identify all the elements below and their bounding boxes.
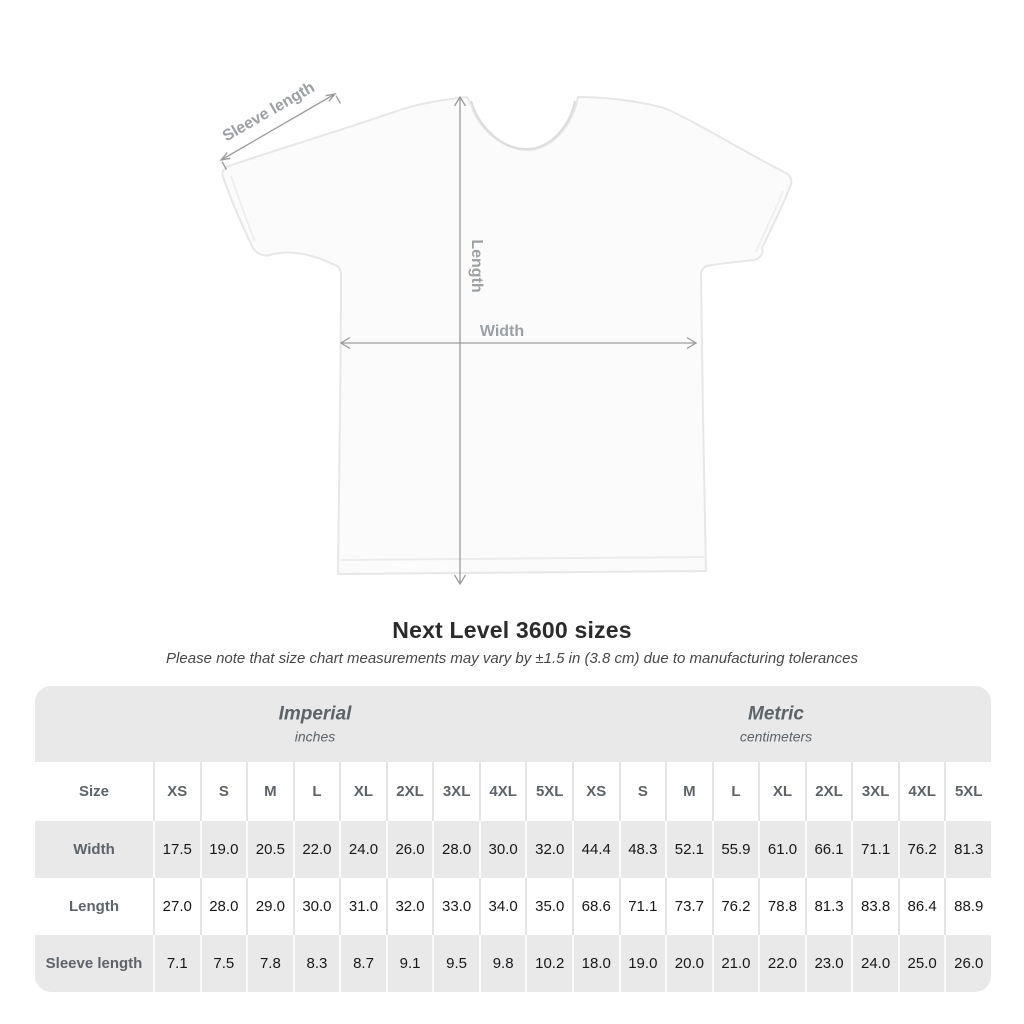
imperial-value-cell: 27.0: [153, 878, 200, 935]
imperial-value-cell: 30.0: [293, 878, 340, 935]
measurement-row-label: Width: [73, 841, 115, 858]
metric-value-cell: 76.2: [898, 821, 945, 878]
imperial-value-cell: 34.0: [479, 878, 526, 935]
imperial-unit-label: Imperial: [278, 703, 352, 725]
metric-value-cell: 86.4: [898, 878, 945, 935]
metric-value-cell: 25.0: [898, 935, 945, 992]
measurement-row: [35, 878, 991, 935]
measurement-row: [35, 821, 991, 878]
size-header-cell: Size: [78, 783, 109, 800]
size-table-card: [35, 686, 991, 992]
metric-value-cell: 20.0: [665, 935, 712, 992]
size-table-grid: [35, 762, 991, 992]
measurement-row-label: Length: [69, 898, 119, 915]
imperial-size-column-header: L: [293, 762, 340, 821]
metric-value-cell: 44.4: [572, 821, 619, 878]
imperial-value-cell: 32.0: [525, 821, 572, 878]
imperial-value-cell: 8.3: [293, 935, 340, 992]
metric-size-column-header: S: [619, 762, 666, 821]
metric-value-cell: 78.8: [758, 878, 805, 935]
metric-value-cell: 21.0: [712, 935, 759, 992]
metric-value-cell: 83.8: [851, 878, 898, 935]
imperial-value-cell: 31.0: [339, 878, 386, 935]
metric-value-cell: 23.0: [805, 935, 852, 992]
metric-size-column-header: XS: [572, 762, 619, 821]
tolerance-note: Please note that size chart measurements may vary by ±1.5 in (3.8 cm) due to manufacturing tolerances: [166, 650, 858, 667]
metric-value-cell: 76.2: [712, 878, 759, 935]
metric-unit-group: [740, 704, 812, 745]
imperial-size-column-header: 3XL: [432, 762, 479, 821]
imperial-value-cell: 22.0: [293, 821, 340, 878]
measurement-row-label: Sleeve length: [45, 955, 143, 972]
metric-value-cell: 88.9: [944, 878, 991, 935]
metric-unit-label: Metric: [748, 703, 804, 725]
metric-value-cell: 71.1: [619, 878, 666, 935]
imperial-size-column-header: XL: [339, 762, 386, 821]
metric-unit-sublabel: centimeters: [739, 728, 813, 745]
width-label: Width: [479, 323, 525, 340]
imperial-value-cell: 35.0: [525, 878, 572, 935]
imperial-value-cell: 9.8: [479, 935, 526, 992]
imperial-size-column-header: 2XL: [386, 762, 433, 821]
metric-size-column-header: XL: [758, 762, 805, 821]
metric-value-cell: 81.3: [805, 878, 852, 935]
imperial-value-cell: 8.7: [339, 935, 386, 992]
imperial-value-cell: 7.8: [246, 935, 293, 992]
imperial-value-cell: 7.1: [153, 935, 200, 992]
metric-value-cell: 18.0: [572, 935, 619, 992]
metric-value-cell: 81.3: [944, 821, 991, 878]
size-header-row: [35, 762, 991, 821]
imperial-value-cell: 19.0: [200, 821, 247, 878]
imperial-unit-sublabel: inches: [294, 728, 336, 745]
imperial-value-cell: 9.1: [386, 935, 433, 992]
metric-value-cell: 19.0: [619, 935, 666, 992]
imperial-size-column-header: 4XL: [479, 762, 526, 821]
imperial-size-column-header: 5XL: [525, 762, 572, 821]
measurement-row: [35, 935, 991, 992]
metric-size-column-header: L: [712, 762, 759, 821]
metric-size-column-header: 3XL: [851, 762, 898, 821]
metric-value-cell: 68.6: [572, 878, 619, 935]
metric-size-column-header: 5XL: [944, 762, 991, 821]
metric-size-column-header: M: [665, 762, 712, 821]
imperial-value-cell: 26.0: [386, 821, 433, 878]
metric-value-cell: 26.0: [944, 935, 991, 992]
metric-value-cell: 48.3: [619, 821, 666, 878]
metric-value-cell: 73.7: [665, 878, 712, 935]
imperial-size-column-header: S: [200, 762, 247, 821]
imperial-value-cell: 24.0: [339, 821, 386, 878]
imperial-unit-group: [279, 704, 352, 745]
units-band: [35, 686, 991, 762]
page-title: Next Level 3600 sizes: [392, 617, 632, 643]
imperial-size-column-header: XS: [153, 762, 200, 821]
imperial-value-cell: 9.5: [432, 935, 479, 992]
metric-value-cell: 55.9: [712, 821, 759, 878]
metric-value-cell: 71.1: [851, 821, 898, 878]
imperial-value-cell: 28.0: [432, 821, 479, 878]
metric-size-column-header: 4XL: [898, 762, 945, 821]
metric-value-cell: 24.0: [851, 935, 898, 992]
imperial-size-column-header: M: [246, 762, 293, 821]
length-label: Length: [468, 239, 485, 293]
imperial-value-cell: 10.2: [525, 935, 572, 992]
imperial-value-cell: 32.0: [386, 878, 433, 935]
imperial-value-cell: 17.5: [153, 821, 200, 878]
metric-value-cell: 22.0: [758, 935, 805, 992]
imperial-value-cell: 30.0: [479, 821, 526, 878]
sleeve-length-label: Sleeve length: [219, 78, 318, 146]
imperial-value-cell: 29.0: [246, 878, 293, 935]
metric-size-column-header: 2XL: [805, 762, 852, 821]
metric-value-cell: 52.1: [665, 821, 712, 878]
imperial-value-cell: 33.0: [432, 878, 479, 935]
imperial-value-cell: 7.5: [200, 935, 247, 992]
metric-value-cell: 66.1: [805, 821, 852, 878]
imperial-value-cell: 28.0: [200, 878, 247, 935]
metric-value-cell: 61.0: [758, 821, 805, 878]
imperial-value-cell: 20.5: [246, 821, 293, 878]
